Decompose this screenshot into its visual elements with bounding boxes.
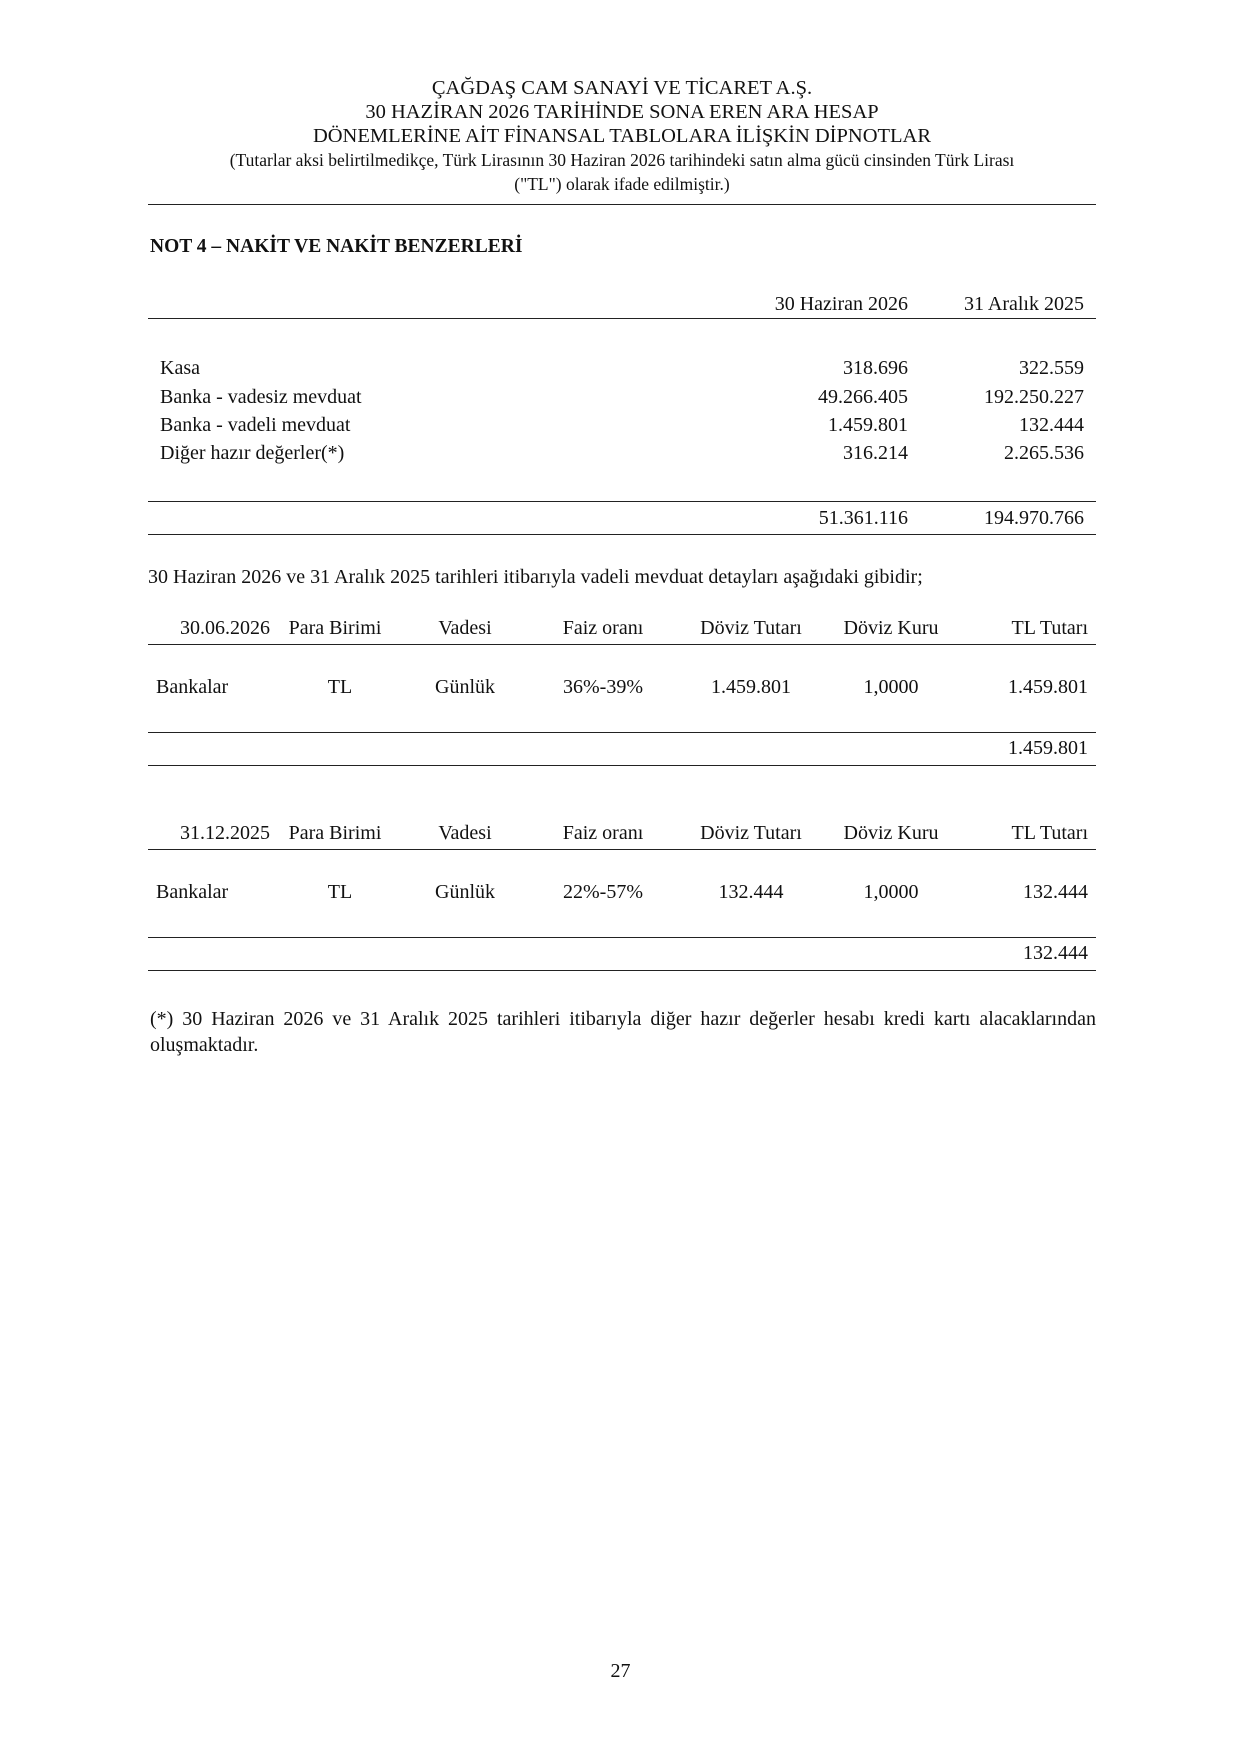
deposit-intro: 30 Haziran 2026 ve 31 Aralık 2025 tarihleri itibarıyla vadeli mevduat detayları aşağıdaki gibidir; (148, 566, 923, 588)
header-period: 30 HAZİRAN 2026 TARİHİNDE SONA EREN ARA HESAP (365, 101, 879, 123)
deposit-row-currency: TL (327, 881, 353, 903)
cash-total-2: 194.970.766 (984, 507, 1084, 529)
cash-row-value-2: 192.250.227 (984, 386, 1084, 408)
deposit-row-bank: Bankalar (156, 676, 229, 698)
deposit-row-fx-rate: 1,0000 (863, 676, 919, 698)
deposit-row-maturity: Günlük (435, 881, 495, 903)
deposit-header-fx-amount: Döviz Tutarı (700, 822, 802, 844)
header-subject: DÖNEMLERİNE AİT FİNANSAL TABLOLARA İLİŞKİN DİPNOTLAR (312, 125, 932, 147)
header-note-1: (Tutarlar aksi belirtilmedikçe, Türk Lirasının 30 Haziran 2026 tarihindeki satın alma gücü cinsinden Türk Lirası (229, 150, 1015, 170)
report-header (148, 76, 1096, 196)
header-divider (148, 204, 1096, 205)
deposit-row-maturity: Günlük (435, 676, 495, 698)
deposit-row-tl-amount: 132.444 (1023, 881, 1088, 903)
deposit-header-fx-rate: Döviz Kuru (843, 822, 939, 844)
cash-row-value-1: 316.214 (843, 442, 908, 464)
cash-row-label: Banka - vadeli mevduat (160, 414, 351, 436)
deposit-total: 132.444 (1023, 942, 1088, 964)
header-note-2: ("TL") olarak ifade edilmiştir.) (514, 174, 730, 194)
deposit-total-bottom-rule (148, 765, 1096, 766)
deposit-row-fx-amount: 1.459.801 (711, 676, 791, 698)
cash-row-value-2: 322.559 (1019, 357, 1084, 379)
deposit-header-rule (148, 849, 1096, 850)
cash-row-label: Diğer hazır değerler(*) (160, 442, 345, 464)
deposit-total-top-rule (148, 937, 1096, 938)
cash-header-rule (148, 318, 1096, 319)
company-name: ÇAĞDAŞ CAM SANAYİ VE TİCARET A.Ş. (431, 77, 813, 99)
deposit-total-top-rule (148, 732, 1096, 733)
cash-total-1: 51.361.116 (818, 507, 908, 529)
deposit-header-fx-amount: Döviz Tutarı (700, 617, 802, 639)
cash-col-header-1: 30 Haziran 2026 (774, 293, 908, 315)
cash-row-label: Kasa (160, 357, 200, 379)
deposit-row-bank: Bankalar (156, 881, 229, 903)
cash-row-value-1: 49.266.405 (818, 386, 908, 408)
deposit-header-rate: Faiz oranı (562, 822, 644, 844)
deposit-header-currency: Para Birimi (288, 617, 382, 639)
deposit-header-date: 31.12.2025 (180, 822, 270, 844)
deposit-row-fx-rate: 1,0000 (863, 881, 919, 903)
deposit-header-date: 30.06.2026 (180, 617, 270, 639)
deposit-row-tl-amount: 1.459.801 (1008, 676, 1088, 698)
cash-row-value-2: 2.265.536 (1004, 442, 1084, 464)
cash-col-header-2: 31 Aralık 2025 (964, 293, 1084, 315)
cash-total-top-rule (148, 501, 1096, 502)
section-title: NOT 4 – NAKİT VE NAKİT BENZERLERİ (150, 236, 523, 257)
deposit-row-rate: 22%-57% (563, 881, 643, 903)
deposit-header-currency: Para Birimi (288, 822, 382, 844)
deposit-header-rate: Faiz oranı (562, 617, 644, 639)
deposit-header-rule (148, 644, 1096, 645)
deposit-header-fx-rate: Döviz Kuru (843, 617, 939, 639)
deposit-header-maturity: Vadesi (438, 822, 492, 844)
deposit-row-rate: 36%-39% (563, 676, 643, 698)
deposit-header-maturity: Vadesi (438, 617, 492, 639)
cash-row-value-2: 132.444 (1019, 414, 1084, 436)
cash-row-label: Banka - vadesiz mevduat (160, 386, 362, 408)
cash-total-bottom-rule (148, 534, 1096, 535)
deposit-header-tl-amount: TL Tutarı (1011, 617, 1088, 639)
deposit-row-fx-amount: 132.444 (718, 881, 784, 903)
cash-row-value-1: 1.459.801 (828, 414, 908, 436)
footnote: (*) 30 Haziran 2026 ve 31 Aralık 2025 tarihleri itibarıyla diğer hazır değerler hesabı kredi kartı alacaklarından oluşmaktadır. (150, 1008, 1096, 1056)
deposit-total-bottom-rule (148, 970, 1096, 971)
cash-row-value-1: 318.696 (843, 357, 908, 379)
page-number: 27 (610, 1660, 631, 1682)
deposit-total: 1.459.801 (1008, 737, 1088, 759)
deposit-row-currency: TL (327, 676, 353, 698)
deposit-header-tl-amount: TL Tutarı (1011, 822, 1088, 844)
